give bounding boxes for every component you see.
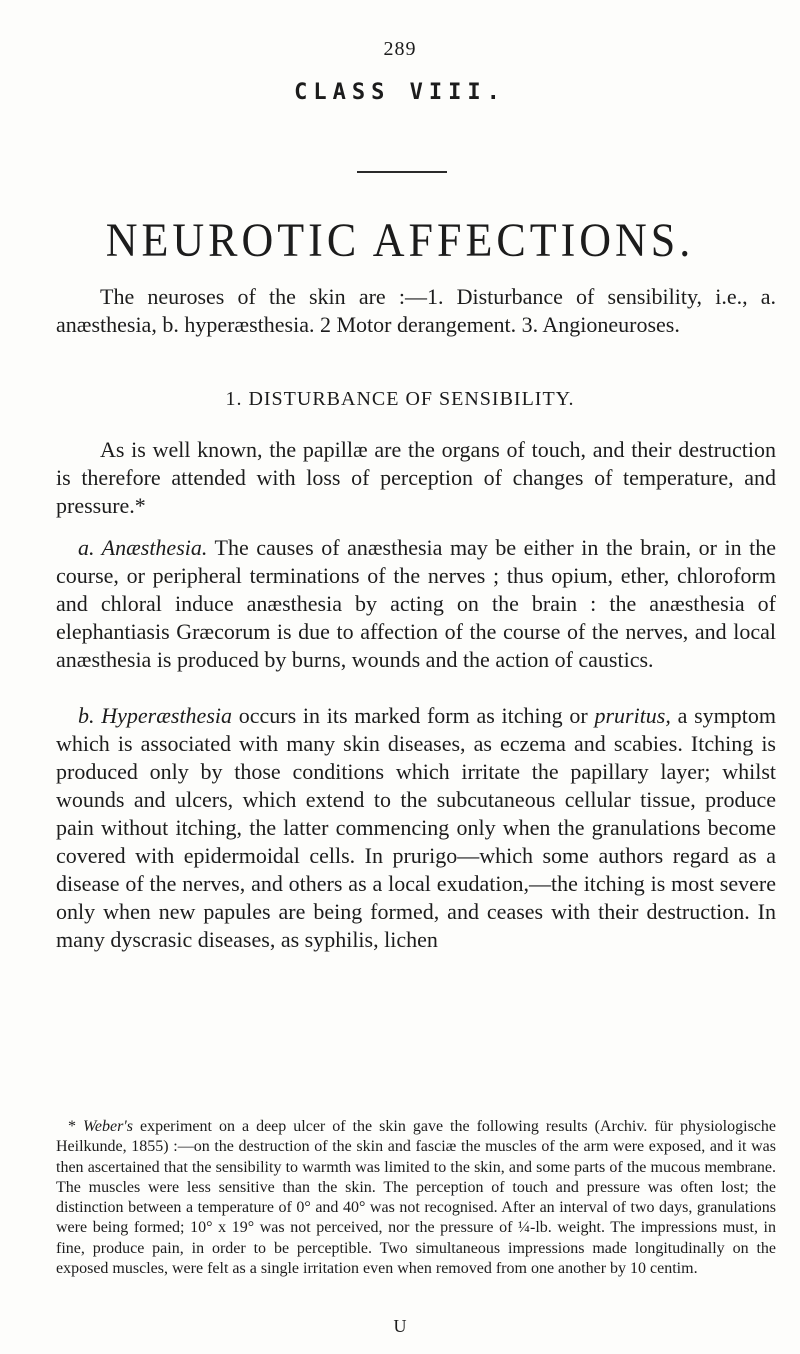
footnote-text: experiment on a deep ulcer of the skin gave the following results (Archiv. für physiologische Heilkunde, 1855) :—on the destruction of the skin and fasciæ the muscles of the arm were exposed, and it was then ascertained that the sensibility to warmth was limited to the skin, and some parts of the mucous membrane. The muscles were less sensitive than the skin. The perception of touch and pressure was often lost; the distinction between a temperature of 0° and 40° was not recognised. After an interval of two days, granulations were being formed; 10° x 19° was not perceived, nor the pressure of ¼-lb. weight. The impressions must, in fine, produce pain, in order to be perceptible. Two simultaneous impressions made longitudinally on the exposed muscles, were felt as a single irritation even when removed from one another by 10 centim.	[56, 1118, 777, 1278]
paragraph-hyperaesthesia	[56, 702, 776, 954]
section-heading: 1. DISTURBANCE OF SENSIBILITY.	[225, 388, 575, 410]
footnote	[56, 1117, 776, 1279]
paragraph-text-anaesthesia: The causes of anæsthesia may be either in the brain, or in the course, or peripheral terminations of the nerves ; thus opium, ether, chloroform and chloral induce anæsthesia by acting on the brain : the anæsthesia of elephantiasis Græcorum is due to affection of the course of the nerves, and local anæsthesia is produced by burns, wounds and the action of caustics.	[56, 535, 777, 672]
title-divider	[357, 171, 447, 173]
signature-mark: U	[393, 1316, 407, 1336]
term-pruritus: pruritus,	[594, 703, 671, 728]
footnote-marker: *	[68, 1118, 84, 1135]
paragraph-text-hyperaesthesia-a: occurs in its marked form as itching or	[232, 703, 595, 728]
footnote-author: Weber's	[83, 1118, 133, 1135]
paragraph-label-hyperaesthesia: b. Hyperæsthesia	[78, 703, 233, 728]
chapter-title: NEUROTIC AFFECTIONS.	[105, 214, 695, 267]
class-heading: CLASS VIII.	[294, 80, 506, 105]
page-number: 289	[383, 38, 417, 60]
paragraph-papillae: As is well known, the papillæ are the organs of touch, and their destruction is therefore attended with loss of perception of changes of temperature, and pressure.*	[56, 437, 776, 518]
paragraph-text-hyperaesthesia-b: a symptom which is associated with many skin diseases, as eczema and scabies. Itching is produced only by those conditions which irritate the papillary layer; whilst wounds and ulcers, which extend to the subcutaneous cellular tissue, produce pain without itching, the latter commencing only when the granulations become covered with epidermoidal cells. In prurigo—which some authors regard as a disease of the nerves, and others as a local exudation,—the itching is most severe only when new papules are being formed, and ceases with their destruction. In many dyscrasic diseases, as syphilis, lichen	[56, 703, 777, 952]
intro-paragraph: The neuroses of the skin are :—1. Disturbance of sensibility, i.e., a. anæsthesia, b. hyperæsthesia. 2 Motor derangement. 3. Angioneuroses.	[56, 284, 776, 337]
paragraph-anaesthesia	[56, 534, 776, 674]
paragraph-label-anaesthesia: a. Anæsthesia.	[78, 535, 208, 560]
